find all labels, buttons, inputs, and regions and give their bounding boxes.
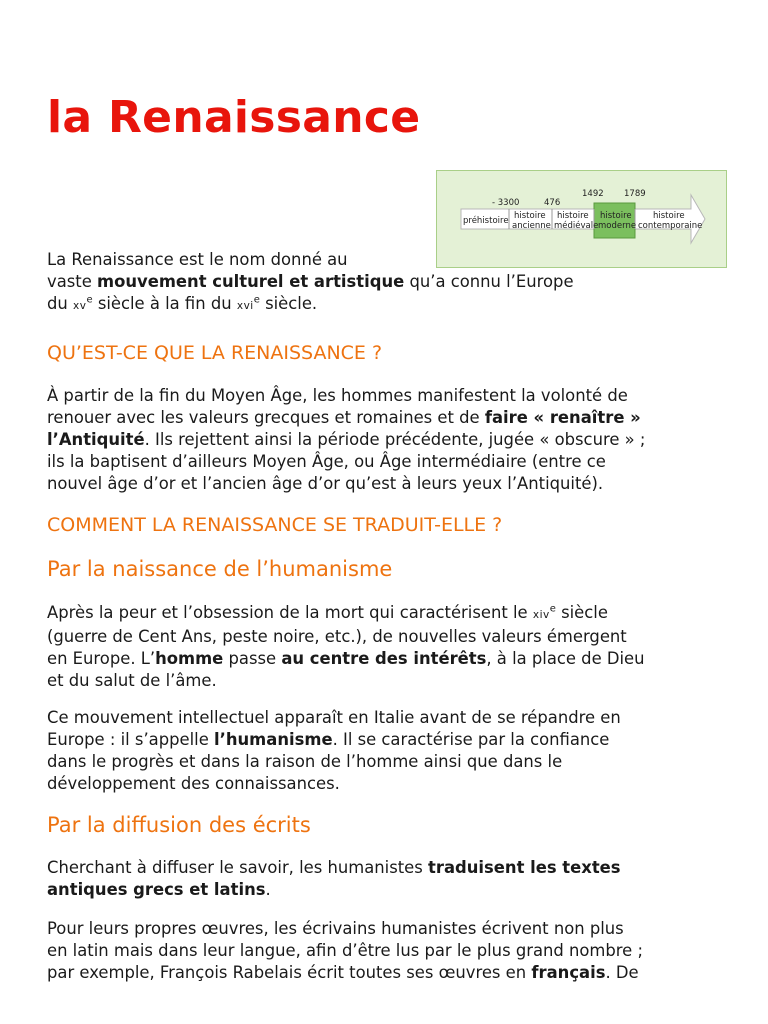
- period-label: ancienne: [512, 221, 551, 231]
- period-label: histoire: [514, 211, 546, 221]
- period-label: histoire: [600, 211, 632, 221]
- section-heading: QU’EST-CE QUE LA RENAISSANCE ?: [47, 342, 383, 364]
- intro-line: La Renaissance est le nom donné au: [47, 250, 348, 269]
- subsection-heading: Par la naissance de l’humanisme: [47, 557, 393, 581]
- page-title: la Renaissance: [47, 92, 421, 143]
- period-label: histoire: [653, 211, 685, 221]
- ecrits-paragraph-2: Pour leurs propres œuvres, les écrivains humanistes écrivent non plus en latin mais dans leur langue, afin d’être lus par le plus grand nombre ; par exemple, François Rabelais écrit toutes ses œuvres en français. De: [47, 919, 643, 982]
- year-label: - 3300: [492, 198, 520, 208]
- period-label: médiévale: [554, 221, 599, 231]
- intro-line: vaste mouvement culturel et artistique qu’a connu l’Europe: [47, 272, 574, 291]
- period-label: moderne: [598, 221, 637, 231]
- section1-paragraph: À partir de la fin du Moyen Âge, les hommes manifestent la volonté de renouer avec les valeurs grecques et romaines et de faire « renaître » l’Antiquité. Ils rejettent ainsi la période précédente, jugée « obscure » ; ils la baptisent d’ailleurs Moyen Âge, ou Âge intermédiaire (entre ce nouvel âge d’or et l’ancien âge d’or qu’est à leurs yeux l’Antiquité).: [47, 386, 646, 493]
- year-label: 1789: [624, 189, 646, 199]
- year-label: 476: [544, 198, 561, 208]
- period-label: préhistoire: [463, 216, 509, 226]
- intro-paragraph: [47, 249, 747, 317]
- period-label: histoire: [557, 211, 589, 221]
- ecrits-paragraph-1: Cherchant à diffuser le savoir, les humanistes traduisent les textes antiques grecs et latins.: [47, 858, 621, 899]
- subsection-heading: Par la diffusion des écrits: [47, 813, 311, 837]
- humanisme-paragraph-2: Ce mouvement intellectuel apparaît en Italie avant de se répandre en Europe : il s’appelle l’humanisme. Il se caractérise par la confiance dans le progrès et dans la raison de l’homme ainsi que dans le développement des connaissances.: [47, 708, 621, 793]
- year-label: 1492: [582, 189, 604, 199]
- section-heading: COMMENT LA RENAISSANCE SE TRADUIT-ELLE ?: [47, 514, 503, 536]
- humanisme-paragraph-1: Après la peur et l’obsession de la mort qui caractérisent le xiv$^e$ siècle (guerre de Cent Ans, peste noire, etc.), de nouvelles valeurs émergent en Europe. L’homme passe au centre des intérêts, à la place de Dieu et du salut de l’âme.: [47, 603, 645, 690]
- period-label: contemporaine: [638, 221, 703, 231]
- intro-line: du $xv^e$ siècle à la fin du xvi$^e$ siècle.: [47, 294, 318, 313]
